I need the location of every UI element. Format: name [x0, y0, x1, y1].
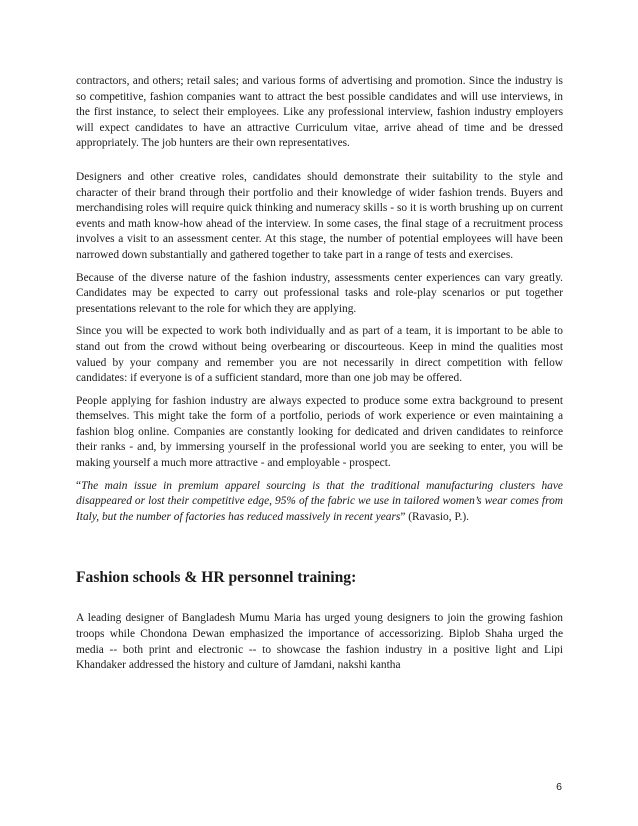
- paragraph-bangladesh-designers: A leading designer of Bangladesh Mumu Maria has urged young designers to join the growing fashion troops while Chondona Dewan emphasized the importance of accessorizing. Biplob Shaha urged the media -- both print and electronic -- to showcase the fashion industry in a positive light and Lipi Khandaker addressed the history and culture of Jamdani, nakshi kantha: [76, 612, 563, 672]
- quote-open-mark: “: [76, 479, 82, 492]
- paragraph-teamwork: Since you will be expected to work both individually and as part of a team, it is important to be able to stand out from the crowd without being overbearing or discourteous. Keep in mind the qualities most valued by your company and remember you are not necessarily in direct competition with fellow candidates: if everyone is of a sufficient standard, more than one job may be offered.: [76, 325, 563, 385]
- paragraph-creative-roles: Designers and other creative roles, candidates should demonstrate their suitability to the style and character of their brand through their portfolio and their knowledge of wider fashion trends. Buyers and merchandising roles will require quick thinking and numeracy skills - so it is worth brushing up on current events and math know-how ahead of the interview. In some cases, the final stage of a recruitment process involves a visit to an assessment center. At this stage, the number of potential employees will have been narrowed down substantially and gathered together to take part in a range of tests and exercises.: [76, 170, 563, 261]
- paragraph-assessment-center: Because of the diverse nature of the fashion industry, assessments center experiences can vary greatly. Candidates may be expected to carry out professional tasks and role-play scenarios or put together presentations relevant to the role for which they are applying.: [76, 271, 563, 315]
- page-number: 6: [556, 781, 562, 793]
- quote-text: The main issue in premium apparel sourcing is that the traditional manufacturing clusters have disappeared or lost their competitive edge, 95% of the fabric we use in tailored women’s wear comes from Italy, but the number of factories has reduced massively in recent years: [76, 479, 563, 523]
- section-heading: Fashion schools & HR personnel training:: [76, 569, 357, 587]
- quote-citation: ” (Ravasio, P.).: [400, 510, 470, 523]
- quote-paragraph: [76, 479, 563, 526]
- document-page: [76, 74, 563, 674]
- paragraph-background: People applying for fashion industry are always expected to produce some extra background to present themselves. This might take the form of a portfolio, periods of work experience or even maintaining a fashion blog online. Companies are constantly looking for dedicated and driven candidates to reinforce their ranks - and, by immersing yourself in the professional world you are seeking to enter, you will be making yourself a much more attractive - and employable - prospect.: [76, 394, 563, 470]
- paragraph-interview-preparation: contractors, and others; retail sales; and various forms of advertising and promotion. Since the industry is so competitive, fashion companies want to attract the best possible candidates and will use interviews, in the first instance, to select their employees. Like any professional interview, fashion industry employers will expect candidates to have an attractive Curriculum vitae, arrive ahead of time and be dressed appropriately. The job hunters are their own representatives.: [76, 75, 563, 150]
